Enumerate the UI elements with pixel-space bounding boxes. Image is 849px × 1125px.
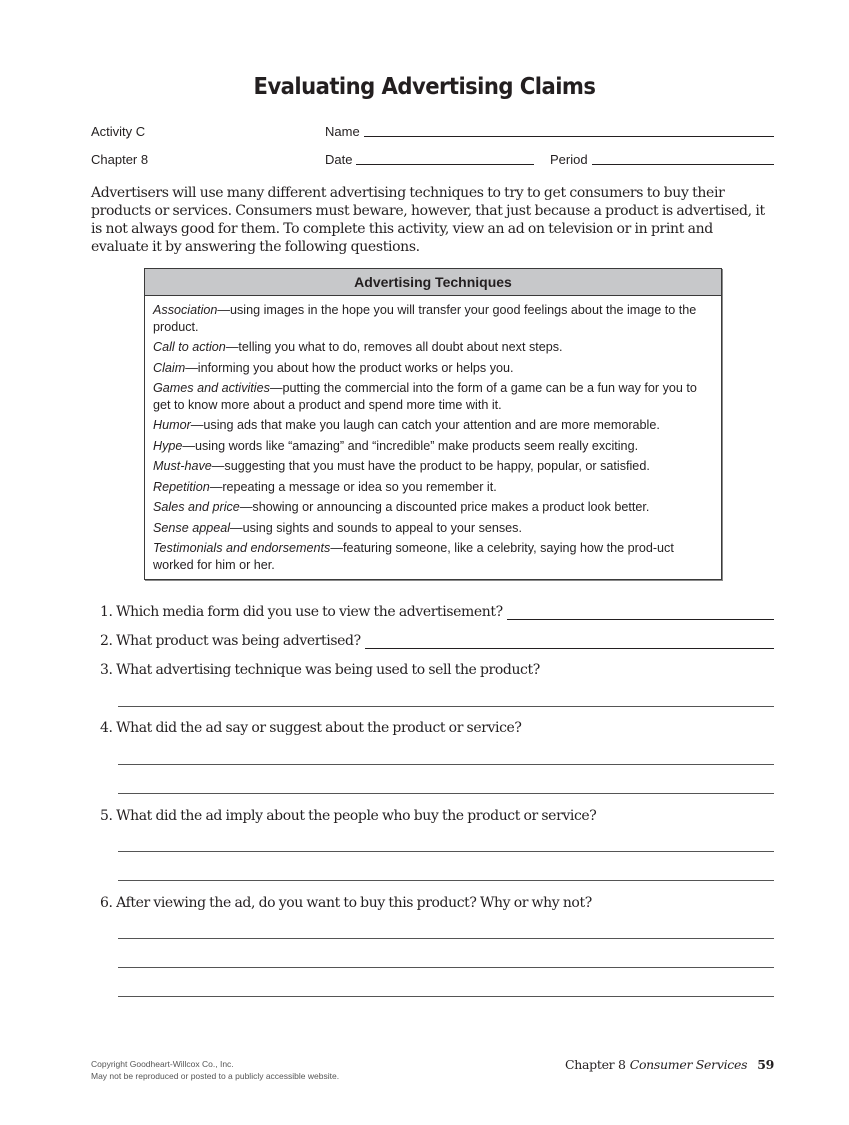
activity-label: Activity C [91, 124, 146, 139]
technique-term: Games and activities [153, 381, 270, 395]
answer-blank-2[interactable] [365, 634, 774, 649]
name-field[interactable] [325, 124, 774, 139]
question-5 [100, 808, 774, 824]
question-number: 2. [100, 633, 113, 649]
technique-desc: —putting the commercial into the form of a game can be a fun way for you to get to know more about a product and spend more time with it. [153, 381, 697, 412]
question-number: 1. [100, 604, 113, 620]
technique-item [153, 417, 713, 434]
technique-item [153, 520, 713, 537]
question-number: 6. [100, 895, 113, 911]
date-label: Date [325, 152, 353, 167]
period-blank[interactable] [592, 152, 774, 165]
technique-term: Must-have [153, 459, 212, 473]
date-blank[interactable] [356, 152, 534, 165]
question-text: What did the ad imply about the people who buy the product or service? [116, 808, 597, 824]
question-text: What advertising technique was being used to sell the product? [116, 662, 540, 678]
technique-item [153, 479, 713, 496]
technique-term: Humor [153, 418, 191, 432]
techniques-box [144, 268, 722, 580]
technique-item [153, 380, 713, 413]
technique-term: Sense appeal [153, 520, 231, 535]
question-number: 3. [100, 662, 113, 678]
copyright-line-2: May not be reproduced or posted to a publicly accessible website. [91, 1071, 340, 1081]
answer-line-5b[interactable] [118, 880, 774, 881]
technique-term: Association [153, 303, 218, 317]
answer-line-4b[interactable] [118, 793, 774, 794]
question-text: After viewing the ad, do you want to buy this product? Why or why not? [116, 895, 592, 911]
question-text: What did the ad say or suggest about the product or service? [116, 720, 522, 736]
question-2 [100, 633, 774, 649]
footer-chapter: Chapter 8 [564, 1057, 626, 1072]
technique-term: Testimonials and endorsements [153, 541, 331, 555]
answer-blank-1[interactable] [507, 605, 774, 620]
question-number: 4. [100, 720, 113, 736]
techniques-heading: Advertising Techniques [145, 269, 721, 296]
name-label: Name [325, 124, 360, 139]
technique-term: Claim [153, 360, 186, 375]
answer-line-6b[interactable] [118, 967, 774, 968]
technique-desc: —using images in the hope you will transfer your good feelings about the image to the product. [153, 303, 697, 334]
answer-line-4a[interactable] [118, 764, 774, 765]
page-title: Evaluating Advertising Claims [253, 74, 596, 100]
copyright-notice [91, 1058, 339, 1082]
technique-desc: —informing you about how the product works or helps you. [185, 360, 514, 375]
technique-term: Sales and price [153, 500, 240, 514]
techniques-list [145, 296, 721, 573]
answer-line-6c[interactable] [118, 996, 774, 997]
technique-item [153, 540, 713, 573]
technique-item [153, 360, 713, 377]
question-1 [100, 604, 774, 620]
name-blank[interactable] [364, 124, 774, 137]
technique-desc: —using sights and sounds to appeal to your senses. [230, 520, 522, 535]
technique-desc: —suggesting that you must have the product to be happy, popular, or satisfied. [211, 459, 650, 473]
intro-paragraph: Advertisers will use many different advertising techniques to try to get consumers to buy their products or services. Consumers must beware, however, that just because a product is advertised, it is not always good for them. To complete this activity, view an ad on television or in print and evaluate it by answering the following questions. [91, 185, 765, 255]
question-text: What product was being advertised? [116, 633, 361, 649]
technique-item [153, 499, 713, 516]
technique-desc: —featuring someone, like a celebrity, saying how the prod-uct worked for him or her. [153, 541, 674, 572]
technique-term: Call to action [153, 340, 226, 354]
technique-desc: —using ads that make you laugh can catch your attention and are more memorable. [190, 418, 660, 432]
question-6 [100, 895, 774, 911]
technique-desc: —using words like “amazing” and “incredible” make products seem really exciting. [182, 438, 639, 453]
technique-item [153, 339, 713, 356]
technique-desc: —showing or announcing a discounted price makes a product look better. [239, 500, 650, 514]
question-number: 5. [100, 808, 113, 824]
answer-line-5a[interactable] [118, 851, 774, 852]
technique-desc: —repeating a message or idea so you remember it. [209, 479, 497, 494]
page-footer [565, 1057, 774, 1072]
chapter-label: Chapter 8 [91, 152, 149, 167]
technique-desc: —telling you what to do, removes all doubt about next steps. [225, 340, 563, 354]
technique-item [153, 438, 713, 455]
technique-term: Hype [153, 438, 183, 453]
answer-line-3a[interactable] [118, 706, 774, 707]
period-field[interactable] [550, 152, 774, 167]
page-number: 59 [757, 1057, 774, 1072]
question-4 [100, 720, 774, 736]
period-label: Period [550, 152, 588, 167]
question-text: Which media form did you use to view the advertisement? [116, 604, 503, 620]
date-field[interactable] [325, 152, 534, 167]
technique-term: Repetition [153, 479, 210, 494]
technique-item [153, 302, 713, 335]
footer-section: Consumer Services [629, 1057, 748, 1072]
technique-item [153, 458, 713, 475]
question-3 [100, 662, 774, 678]
answer-line-6a[interactable] [118, 938, 774, 939]
copyright-line-1: Copyright Goodheart-Willcox Co., Inc. [91, 1059, 234, 1069]
